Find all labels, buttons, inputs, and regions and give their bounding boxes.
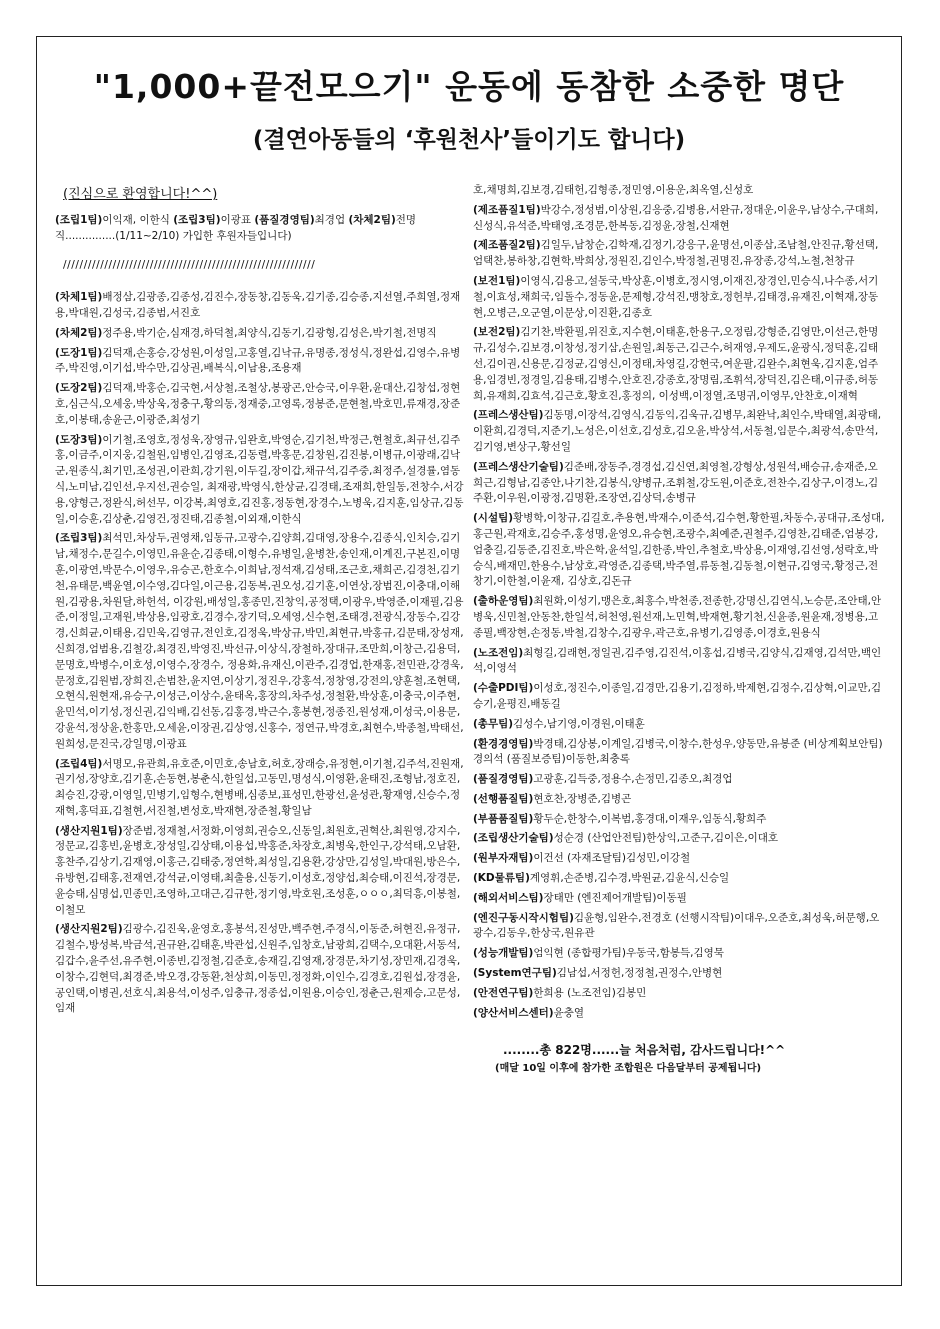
deduction-note: (매달 10일 이후에 참가한 조합원은 다음달부터 공제됩니다): [495, 1063, 762, 1075]
team-label: (프레스생산기술팀): [473, 460, 564, 473]
team-names: 박경태,김상봉,이계일,김병국,이창수,한성우,양동만,유봉준 (비상계획보안팀)경의석 (품질보증팀)이동한,최충록: [473, 737, 883, 766]
team-names: 박강수,정성범,이상원,김응중,김병용,서완규,정대운,이윤우,남상수,구대희,신성식,유석준,박태영,조경문,한복동,김정윤,장철,신재현: [473, 203, 879, 232]
team-block: [473, 792, 887, 808]
team-block: [473, 408, 887, 455]
team-block: [473, 511, 887, 590]
team-names: 최형길,김래현,정일권,김주영,김진석,이홍섭,김병국,김양식,김재영,김석만,백인석,이영석: [473, 646, 882, 675]
team-block: [473, 1006, 887, 1022]
page-subtitle: (결연아동들의 ‘후원천사’들이기도 합니다): [252, 127, 686, 153]
team-names: 현호찬,장병준,김병곤: [533, 792, 632, 805]
team-block: [55, 381, 467, 428]
team-names: 김동명,이장석,김영식,김동익,김욱규,김병무,최완낙,최인수,박태열,최광태,이환희,김경덕,지준기,노성은,이선호,김성호,김오윤,박상석,서동철,임문수,최광석,송만석,김기영,변상구,황선일: [473, 409, 882, 453]
team-label: (차체2팀): [55, 326, 103, 339]
team-label: (도장2팀): [55, 382, 103, 395]
team-label: (도장3팀): [55, 433, 103, 446]
team-names: 김기찬,박환필,위진호,지수현,이태훈,한용구,오정림,강형준,김영만,이선근,한명규,김성수,김보경,이창성,정기삼,손원일,최동근,김근수,허재영,우제도,윤광식,정덕훈,김태선,김이권,신용문,김정균,김영신,이정태,차영길,강현국,여운팔,김완수,최현욱,김지훈,엄주용,임경빈,정경일,김용태,김병수,안호진,강종호,장명림,조휘석,장덕진,김은태,이규종,허동희,유재희,김효석,김근호,황호진,홍정의, 이성백,이정열,조명귀,이영무,안찬호,이재혁: [473, 326, 879, 402]
team-label: (제조품질1팀): [473, 203, 541, 216]
team-block: [473, 812, 887, 828]
team-block: [473, 274, 887, 321]
intro-text: [55, 213, 467, 245]
team-block: [473, 871, 887, 887]
left-team-list: [55, 290, 467, 1017]
team-names: 이익재, 이한식: [102, 213, 174, 226]
team-names: 황두순,한창수,이복범,홍경대,이재우,임동식,황희주: [533, 812, 767, 825]
team-names: 장준범,정재철,서정화,이영희,권승오,신동일,최원호,권혁산,최원영,강지수,정문교,김홍빈,윤병호,장성일,김상태,이용섭,박홍준,차장호,최병욱,한인구,강석태,오남환,홍찬주,김상기,김재영,이홍근,김태중,정연학,최성일,김용환,강상만,김성일,박대원,방은수,유방현,김태홍,전재연,강석균,이영태,최출용,신동기,이성호,정양섭,최승태,이진석,장경문,윤승태,심명섭,민종민,조영하,고대근,김규한,정기영,박호원,조성훈,ㅇㅇㅇ,최덕흥,이봉철,이철모: [55, 824, 461, 916]
team-label: (생산지원1팀): [55, 824, 123, 837]
team-block: [55, 290, 467, 322]
team-names: 최석민,차상두,권영채,임동규,고광수,김양희,김대영,장용수,김종식,인치승,김기남,채정수,문길수,이영민,유윤순,김종태,이형수,유병일,윤병찬,송인재,이계진,구본진,이명훈,이광연,박문수,이영우,유승곤,한호수,이희남,정석재,김성태,조근호,채희곤,김경천,김기천,유태문,백윤열,이수영,김다일,이근용,김동복,권오성,김기훈,이연상,장범진,이충대,이해원,김광용,차원달,하헌석, 이강원,배성일,홍종민,진창익,공정택,이광우,박영준,이재필,김용준,이정일,고재원,박상용,임광호,김경수,장기덕,오세영,신수현,조태경,전광식,장동수,김강경,신희균,이태용,김민욱,김영규,전인호,김정욱,박상규,박민,최현규,박홍규,김문태,장성재,신희경,엄범용,김철강,최경진,박영진,박선규,이상식,장철하,장대규,조만희,이창근,김용덕,문명호,박병수,이호성,이영수,장경수, 정용화,유재신,이관주,김경업,한재홍,전민관,강경욱,문정호,김원범,장희진,손범찬,윤지연,이상기,정진우,강홍석,정창영,강전의,양훈철,조현택,오현식,원현재,유승구,이성근,이상수,윤태옥,홍장의,차주성,정철환,박상훈,이충국,이주현,윤민석,이기성,정신권,김익배,김선동,김홍경,박근수,홍봉현,정종진,원성재,이성국,이용문,강윤석,정상윤,한홍만,오세윤,이장권,김상영,신홍수, 정연규,박경호,최현수,박종철,박태선,원희성,문진국,강일명,이광표: [55, 532, 464, 750]
team-names: 호,채명희,김보경,김태헌,김형종,정민영,이용운,최옥열,신성호: [473, 184, 754, 196]
team-label: (출하운영팀): [473, 595, 534, 608]
team-names: 고광훈,김득중,정용수,손정민,김종오,최경업: [533, 773, 733, 786]
team-names: 황병학,이창규,김길호,추용현,박재수,이준석,김수현,황한필,차동수,공대규,조성대,홍근원,곽재호,김승주,홍성명,윤영오,유승현,조광수,최예준,권철주,김영찬,김태준,엄봉강,엄충길,김동준,김진호,박은학,윤석일,김한종,박인,추철호,박상용,이재영,김선영,성락호,박승식,배재민,한용수,남상호,곽영준,김종택,박주열,류동철,김동철,이현규,김영국,황정근,전창기,이한철,이윤재, 김상호,김돈규: [473, 512, 885, 588]
team-names: 김준배,장동주,경경섭,김신연,최영철,강형상,성원석,배승규,송재준,오희근,김형남,김종안,나기찬,김봉식,양병규,조휘철,강도원,이준호,전찬수,김상구,이경노,김주환,이우원,이광정,김명환,조장연,김상덕,송병규: [473, 460, 879, 505]
team-block: [473, 911, 887, 943]
right-column: [473, 183, 887, 1077]
team-label: (부품품질팀): [473, 812, 534, 825]
team-label: (보전2팀): [473, 326, 521, 339]
team-names: 김윤형,임완수,전경호 (선행시작팀)이대우,오준호,최성욱,허문행,오광수,김동우,한상국,원유관: [473, 911, 880, 940]
team-block: [55, 433, 467, 528]
page-frame: [36, 36, 902, 1286]
team-label: (원부자재팀): [473, 852, 534, 865]
team-label: (도장1팀): [55, 346, 103, 359]
team-label: (환경경영팀): [473, 737, 534, 750]
team-names: 장태만 (엔진제어개발팀)이동필: [543, 891, 687, 904]
team-block: [473, 891, 887, 907]
team-label: (조립1팀): [55, 213, 103, 226]
team-names: 최원화,이성기,맹은호,최홍수,박천종,전종한,강명신,김연식,노승문,조안태,안병욱,신민철,안동찬,한일석,허천영,원선재,노민혁,박재현,황기천,신윤종,원윤재,정병용,고종필,백장현,손정동,박철,김창수,김광우,곽근호,유병기,김영종,이경호,원용식: [473, 595, 882, 639]
team-names: 이광표: [220, 213, 255, 226]
team-names: 김일두,남창순,김학재,김정기,강응구,윤명선,이종삼,조남철,안진규,황선택,엄택찬,봉하창,김현학,박희상,정원진,김인수,박정철,권명진,유장종,강석,노철,천창규: [473, 239, 879, 268]
team-names: 전명직...............(1/11~2/10) 가입한 후원자들입니다): [55, 213, 417, 242]
team-names: 김덕재,박홍순,김국현,서상철,조철상,봉광곤,안승국,이우환,윤대산,김창섭,정현호,심근식,오세웅,박상욱,정충구,황의동,정재중,고영록,정봉준,문현철,박호민,류재경,장준호,이봉태,송윤근,이광준,최성기: [55, 382, 461, 426]
team-block: [473, 966, 887, 982]
team-label: (선행품질팀): [473, 792, 534, 805]
team-label: (차체1팀): [55, 291, 103, 304]
left-column: [55, 183, 467, 1021]
team-label: (해외서비스팀): [473, 891, 544, 904]
team-label: (수출PDI팀): [473, 682, 534, 695]
team-block: [473, 594, 887, 641]
team-names: 배정삼,김광종,김종성,김진수,장동창,김동욱,김기종,김승종,지선열,주희열,정재용,박대원,김성국,김종범,서진호: [55, 291, 461, 319]
team-names: 이성호,정진수,이종일,김경만,김용기,김정하,박제현,김정수,김상혁,이교만,김승기,윤평진,배동길: [473, 682, 882, 710]
team-label: (총무팀): [473, 717, 514, 730]
team-names: 김남섭,서정헌,정정철,권정수,안병현: [556, 967, 723, 980]
team-block: [473, 851, 887, 867]
team-names: 이건선 (자재조달팀)김성민,이강철: [533, 852, 691, 865]
team-label: (조립생산기술팀): [473, 832, 554, 845]
welcome-text: (진심으로 환영합니다!^^): [63, 187, 218, 202]
team-block: [473, 646, 887, 678]
team-names: 최경업: [314, 213, 349, 226]
team-names: 윤충열: [553, 1006, 585, 1019]
team-label: (시설팀): [473, 512, 514, 525]
team-block: [473, 460, 887, 507]
team-label: (생산지원2팀): [55, 923, 123, 936]
team-block: [473, 203, 887, 235]
team-names: 김성수,남기영,이경원,이태훈: [513, 717, 645, 730]
team-block: [473, 772, 887, 788]
team-names: 성순경 (산업안전팀)한상익,고준구,김이은,이대호: [553, 832, 779, 845]
team-label: (엔진구동시작시험팀): [473, 911, 574, 924]
team-label: (성능개발팀): [473, 947, 534, 960]
team-label: (차체2팀): [348, 213, 396, 226]
team-names: 김광수,김진욱,윤영호,홍봉석,진성만,백주현,주경식,이동준,허현진,유정규,김철수,방성복,박금석,권규완,김태훈,박관섭,신원주,임창호,남광희,김택수,오대환,서동석,김갑수,윤주선,유주현,이종빈,김정철,김준호,송재길,김영재,장경문,차기성,장민재,김경욱,이창수,김현덕,최경준,박오경,강동환,천상희,이동민,정정화,이인수,김경호,김원섭,장경윤,공인택,이병권,선호식,최용석,이성주,임충규,정종섭,이원용,이승인,정춘근,원제승,고문성,임재: [55, 923, 461, 1015]
team-block: [55, 757, 467, 820]
team-names: 엄익현 (종합평가팀)우동국,함봉득,김영묵: [533, 947, 724, 960]
team-label: (제조품질2팀): [473, 239, 541, 252]
team-block: [473, 986, 887, 1002]
team-block: [473, 717, 887, 733]
team-block: [55, 824, 467, 919]
team-names: 이기철,조영호,정성욱,장영규,임완호,박영순,김기천,박정근,현철호,최규선,김주홍,이금주,이지웅,김철원,임병인,김영조,김동렬,박홍문,김창원,김진봉,이병규,이광래,김낙군,원종식,최기민,조성권,이관희,강기원,이두길,장이갑,채규석,김주중,최정주,설경률,염동식,노미남,김인선,우지선,권승일, 최재광,박영식,한상균,김경태,조재희,한일동,전창수,서강용,양형근,정완식,허선무, 이강복,최영호,김진홍,정동현,장경수,노병욱,김지훈,임상규,김동일,이승훈,김상춘,김영건,정진태,김종철,이외재,이한식: [55, 433, 464, 525]
team-block: [473, 238, 887, 270]
team-label: (품질경영팀): [473, 773, 534, 786]
team-block: [473, 737, 887, 769]
team-label: (안전연구팀): [473, 986, 534, 999]
team-names: 한희용 (노조전임)김봉민: [533, 986, 647, 999]
team-block: [55, 326, 467, 342]
team-label: (양산서비스센터): [473, 1006, 554, 1019]
team-block: [473, 325, 887, 404]
team-names: 정주용,박기순,심재경,하덕철,최양식,김동기,김광형,김성은,박기철,전명직: [102, 326, 437, 339]
team-block: [473, 946, 887, 962]
team-label: (노조전임): [473, 646, 524, 659]
right-team-list: [473, 183, 887, 1021]
team-label: (조립4팀): [55, 757, 103, 770]
divider-line: /////////////////////////////////////////////////////////////: [63, 259, 316, 272]
team-block: [55, 531, 467, 752]
team-label: (조립3팀): [55, 532, 103, 545]
team-block: [55, 922, 467, 1017]
total-count-text: ........총 822명......늘 처음처럼, 감사드립니다!^^: [503, 1043, 786, 1058]
page-title: "1,000+끝전모으기" 운동에 동참한 소중한 명단: [93, 67, 845, 106]
team-label: (프레스생산팀): [473, 409, 544, 422]
team-names: 김덕재,손홍승,강성원,이성일,고홍열,김낙규,유명종,정성식,정완섭,김영수,유병주,박진영,이기섭,박수만,김상권,배복식,이남용,조용재: [55, 346, 461, 375]
team-label: (조립3팀): [173, 213, 221, 226]
team-block: [473, 183, 887, 199]
team-label: (KD물류팀): [473, 872, 530, 885]
team-block: [473, 681, 887, 713]
team-names: 계영휘,손준병,김수경,박원균,김윤식,신승일: [529, 872, 730, 885]
team-block: [473, 831, 887, 847]
team-block: [55, 346, 467, 378]
team-label: (보전1팀): [473, 274, 521, 287]
team-names: 이영식,김용고,설동국,박상훈,이병호,정시영,이재진,장경인,민승식,나수종,서기철,이효성,채희국,임돌수,정동윤,문제형,강석진,맹창호,정헌부,김태경,유재진,이혁재,장동현,오병근,오군열,이문상,이진환,김종호: [473, 274, 879, 319]
team-names: 서명모,유관희,유호준,이민호,송남호,허호,장래승,유정현,이기철,김주석,진원재,권기성,장양호,김기훈,손동현,봉춘식,한일섭,고동민,명성식,이영환,윤태진,조형남,정호진,최승진,강광,이영일,민병기,임형수,현병배,심종보,표성민,한광선,윤성관,황재영,신승수,정재혁,홍덕표,김철현,서진철,변성호,박재현,장준철,황일남: [55, 757, 464, 817]
team-label: (품질경영팀): [254, 213, 315, 226]
team-label: (System연구팀): [473, 967, 557, 980]
